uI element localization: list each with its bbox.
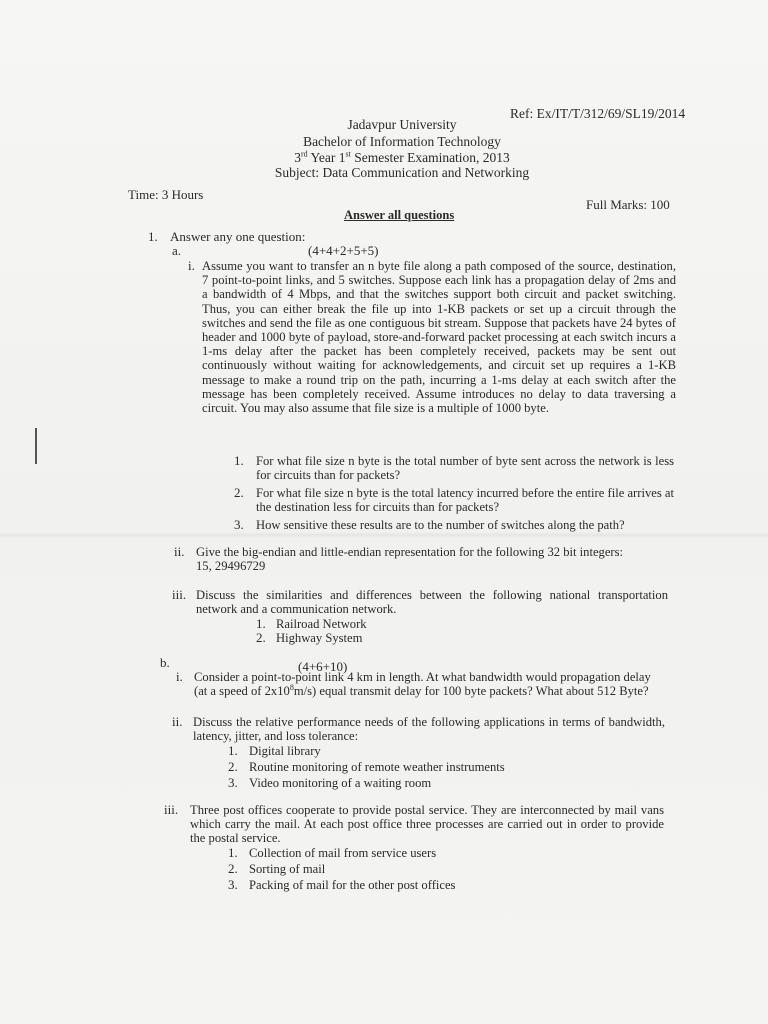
b-ii-sub-2-text: Routine monitoring of remote weather instruments [249, 760, 505, 774]
b-i-line-1: Consider a point-to-point link 4 km in length. At what bandwidth would propagation delay [194, 670, 651, 684]
b-iii-sub-3-text: Packing of mail for the other post offices [249, 878, 456, 892]
b-i-number: i. [176, 669, 183, 684]
a-i-sub-2-number: 2. [234, 485, 244, 500]
b-ii-sub-3-text: Video monitoring of a waiting room [249, 776, 432, 790]
b-iii-sub-3-number: 3. [228, 877, 238, 892]
full-marks: Full Marks: 100 [586, 197, 670, 212]
b-iii-text: Three post offices cooperate to provide postal service. They are interconnected by mail vans which carry the mail. At each post office three processes are carried out in order to provide the postal service. [190, 803, 664, 845]
part-a-marks: (4+4+2+5+5) [308, 243, 379, 258]
part-a-label: a. [172, 243, 182, 258]
b-iii-sub-1-number: 1. [228, 845, 238, 860]
b-ii-sub-1-text: Digital library [249, 744, 321, 758]
a-i-sub-3-number: 3. [234, 517, 244, 532]
reference-code: Ref: Ex/IT/T/312/69/SL19/2014 [510, 106, 686, 121]
a-iii-number: iii. [172, 587, 187, 602]
a-iii-text: Discuss the similarities and differences between the following national transportation network and a communication network. [196, 588, 668, 616]
paper-fold [0, 532, 768, 538]
a-i-sub-1-number: 1. [234, 453, 244, 468]
b-iii-sub-1-text: Collection of mail from service users [249, 846, 437, 860]
degree-name: Bachelor of Information Technology [303, 134, 501, 149]
time-allowed: Time: 3 Hours [128, 187, 204, 202]
subject-line: Subject: Data Communication and Networking [274, 165, 530, 180]
a-ii-number: ii. [174, 544, 185, 559]
a-ii-line-2: 15, 29496729 [196, 559, 266, 573]
part-b-label: b. [160, 655, 170, 670]
question-number: 1. [148, 229, 158, 244]
exam-title: 3rd Year 1st Semester Examination, 2013 [294, 149, 510, 165]
a-iii-sub-2-text: Highway System [276, 631, 363, 645]
a-iii-sub-1-text: Railroad Network [276, 617, 367, 631]
b-iii-number: iii. [164, 802, 179, 817]
b-iii-sub-2-text: Sorting of mail [249, 862, 326, 876]
part-b-marks: (4+6+10) [298, 659, 348, 674]
instruction-heading: Answer all questions [344, 208, 455, 222]
b-i-line-2: (at a speed of $2x10^8m/s$) equal transmit delay for 100 byte packets? What about 512 Byte? [194, 682, 649, 698]
b-ii-text: Discuss the relative performance needs of the following applications in terms of bandwidth, latency, jitter, and loss tolerance: [193, 715, 665, 743]
a-iii-sub-2-number: 2. [256, 630, 266, 645]
university-name: Jadavpur University [347, 117, 457, 132]
a-i-number: i. [188, 258, 195, 273]
question-prompt: Answer any one question: [170, 229, 306, 244]
b-ii-sub-2-number: 2. [228, 759, 238, 774]
a-i-sub-2-text: For what file size n byte is the total latency incurred before the entire file arrives at the destination less for circuits than for packets? [256, 486, 674, 514]
b-ii-sub-1-number: 1. [228, 743, 238, 758]
a-i-sub-1-text: For what file size n byte is the total number of byte sent across the network is less for circuits than for packets? [256, 454, 674, 482]
margin-pen-mark [35, 428, 37, 464]
a-iii-sub-1-number: 1. [256, 616, 266, 631]
a-i-text: Assume you want to transfer an n byte file along a path composed of the source, destination, 7 point-to-point links, and 5 switches. Suppose each link has a propagation delay of 2ms and a bandwidth of 4 Mbps, and that the switches support both circuit and packet switching. Thus, you can either break the file up into 1-KB packets or set up a circuit through the switches and send the file as one contiguous bit stream. Suppose that packets have 24 bytes of header and 1000 byte of payload, store-and-forward packet processing at each switch incurs a 1-ms delay after the packet has been completely received, packets may be sent out continuously without waiting for acknowledgements, and circuit set up requires a 1-KB message to make a round trip on the path, incurring a 1-ms delay at each switch after the message has been completely received. Assume introduces no delay to data traversing a circuit. You may also assume that file size is a multiple of 1000 byte. [202, 259, 676, 416]
b-ii-sub-3-number: 3. [228, 775, 238, 790]
b-ii-number: ii. [172, 714, 183, 729]
b-iii-sub-2-number: 2. [228, 861, 238, 876]
a-ii-line-1: Give the big-endian and little-endian representation for the following 32 bit integers: [196, 545, 624, 559]
a-i-sub-3-text: How sensitive these results are to the number of switches along the path? [256, 518, 625, 532]
